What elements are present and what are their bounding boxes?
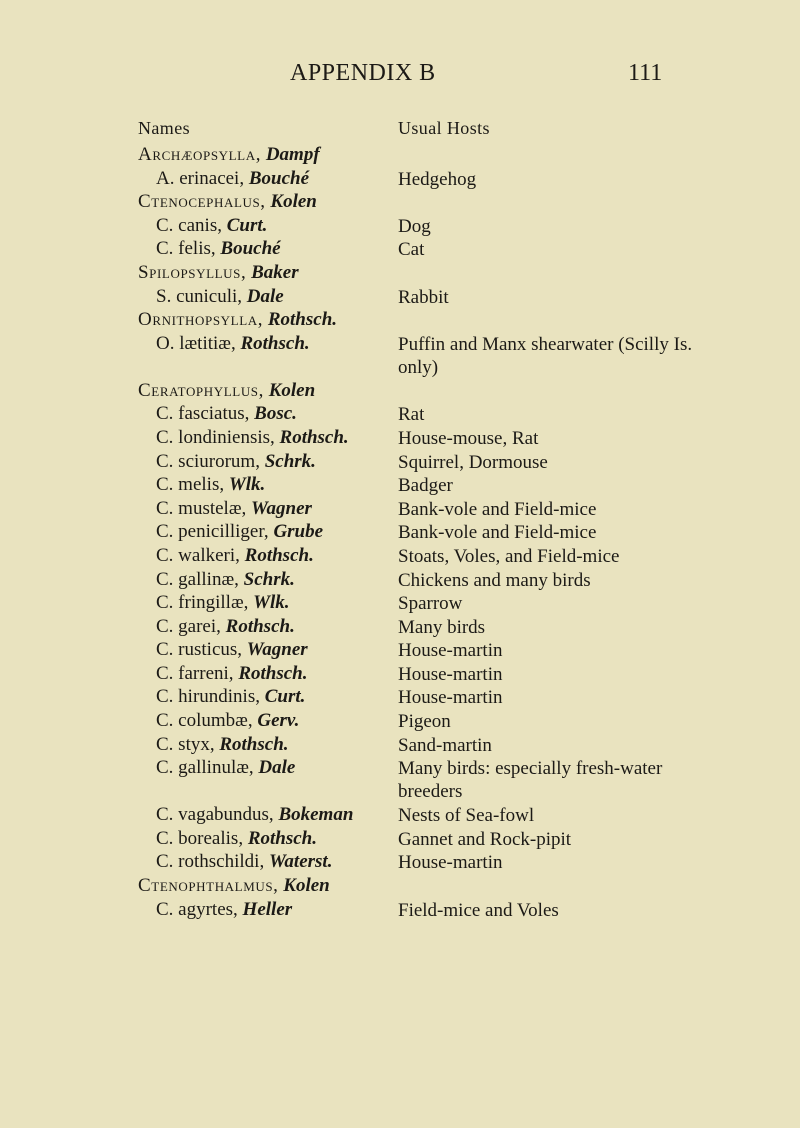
author-name: Curt. <box>264 686 306 708</box>
author-name: Kolen <box>283 875 330 897</box>
author-name: Rothsch. <box>244 544 314 566</box>
usual-host-cell: Gannet and Rock-pipit <box>398 828 572 850</box>
usual-host-cell: Stoats, Voles, and Field-mice <box>398 545 620 567</box>
author-name: Wlk. <box>228 474 266 496</box>
author-name: Wlk. <box>253 592 290 614</box>
genus-name: Archæopsylla, <box>138 144 262 165</box>
page-number: 111 <box>628 60 663 86</box>
usual-host-cell: Bank-vole and Field-mice <box>398 522 597 544</box>
species-name-cell <box>156 592 406 614</box>
species-name: C. melis, <box>156 474 225 496</box>
species-name: C. borealis, <box>156 827 244 849</box>
species-row <box>0 686 800 710</box>
species-name: C. mustelæ, <box>156 497 247 519</box>
species-row <box>0 521 800 545</box>
species-name: C. vagabundus, <box>156 804 274 826</box>
species-name-cell <box>156 569 406 591</box>
usual-host-cell: House-martin <box>398 640 503 662</box>
species-name-cell <box>156 757 406 779</box>
usual-host-cell: Hedgehog <box>398 168 477 190</box>
author-name: Wagner <box>251 497 312 519</box>
species-name: O. lætitiæ, <box>156 332 236 354</box>
species-name: C. rusticus, <box>156 639 243 661</box>
author-name: Waterst. <box>268 851 333 873</box>
author-name: Dale <box>246 285 284 307</box>
genus-row <box>0 875 800 899</box>
usual-host-cell: Sparrow <box>398 593 463 615</box>
species-row <box>0 498 800 522</box>
species-row <box>0 238 800 262</box>
species-row <box>0 592 800 616</box>
species-name: C. penicilliger, <box>156 521 269 543</box>
species-name: C. gallinulæ, <box>156 757 254 779</box>
usual-host-cell: House-martin <box>398 687 503 709</box>
species-name: C. felis, <box>156 238 216 260</box>
genus-name: Spilopsyllus, <box>138 261 247 283</box>
author-name: Bouché <box>220 238 281 260</box>
usual-host-cell: Field-mice and Voles <box>398 899 559 921</box>
species-name-cell <box>156 286 406 308</box>
species-row <box>0 663 800 687</box>
usual-host-cell: Many birds: especially fresh-water breeders <box>398 758 663 803</box>
usual-host-cell: House-martin <box>398 852 503 874</box>
species-row <box>0 710 800 734</box>
species-name-cell <box>156 899 406 921</box>
species-name: C. sciurorum, <box>156 450 260 472</box>
species-row <box>0 286 800 310</box>
species-name-cell <box>156 427 406 449</box>
author-name: Gerv. <box>257 710 300 732</box>
genus-name: Ctenophthalmus, <box>138 875 279 897</box>
genus-row <box>0 262 800 286</box>
author-name: Rothsch. <box>267 309 338 331</box>
genus-row <box>0 191 800 215</box>
species-row <box>0 569 800 593</box>
usual-host-cell: Chickens and many birds <box>398 569 591 591</box>
species-name-cell <box>156 663 406 685</box>
usual-host-cell: Dog <box>398 215 431 237</box>
species-name: C. fasciatus, <box>156 403 250 425</box>
genus-row <box>0 380 800 404</box>
species-name-cell <box>156 639 406 661</box>
species-name-cell <box>156 403 406 425</box>
usual-host-cell: Bank-vole and Field-mice <box>398 498 597 520</box>
author-name: Schrk. <box>264 450 316 472</box>
flea-host-table <box>0 144 800 922</box>
species-row <box>0 427 800 451</box>
usual-host-cell: House-mouse, Rat <box>398 427 539 449</box>
author-name: Bouché <box>248 167 310 189</box>
page-header <box>0 60 800 92</box>
species-row <box>0 757 800 804</box>
usual-host-cell: Rabbit <box>398 286 449 308</box>
species-name: C. farreni, <box>156 662 234 684</box>
genus-name-cell <box>138 875 388 897</box>
author-name: Curt. <box>226 214 268 236</box>
genus-row <box>0 309 800 333</box>
species-name: C. gallinæ, <box>156 568 239 590</box>
species-name-cell <box>156 168 406 190</box>
species-name: C. columbæ, <box>156 710 253 732</box>
species-row <box>0 899 800 923</box>
species-name-cell <box>156 734 406 756</box>
author-name: Rothsch. <box>240 332 310 354</box>
species-name-cell <box>156 616 406 638</box>
species-name: C. hirundinis, <box>156 686 260 708</box>
genus-name-cell <box>138 262 388 284</box>
author-name: Rothsch. <box>238 662 308 684</box>
genus-row <box>0 144 800 168</box>
author-name: Kolen <box>268 379 316 401</box>
species-row <box>0 545 800 569</box>
author-name: Heller <box>242 898 293 920</box>
species-name: S. cuniculi, <box>156 285 243 307</box>
usual-host-cell: Many birds <box>398 616 486 638</box>
species-row <box>0 851 800 875</box>
author-name: Schrk. <box>243 568 295 590</box>
species-name: C. garei, <box>156 615 221 637</box>
author-name: Wagner <box>246 639 308 661</box>
species-name: A. erinacei, <box>156 167 245 189</box>
species-row <box>0 168 800 192</box>
running-title: APPENDIX B <box>290 60 436 86</box>
genus-name-cell <box>138 191 388 213</box>
species-row <box>0 639 800 663</box>
species-name: C. canis, <box>156 214 222 236</box>
genus-name: Ceratophyllus, <box>138 379 264 401</box>
species-row <box>0 616 800 640</box>
usual-host-cell: Pigeon <box>398 711 451 733</box>
species-name-cell <box>156 474 406 496</box>
species-name-cell <box>156 851 406 873</box>
author-name: Dale <box>258 757 296 779</box>
genus-name-cell <box>138 309 388 331</box>
author-name: Grube <box>273 521 324 543</box>
species-name-cell <box>156 238 406 260</box>
species-name-cell <box>156 545 406 567</box>
column-heading-hosts: Usual Hosts <box>398 118 490 138</box>
column-heading-names: Names <box>138 118 190 138</box>
genus-name-cell <box>138 144 388 166</box>
genus-name: Ctenocephalus, <box>138 191 266 213</box>
species-name-cell <box>156 521 406 543</box>
usual-host-cell: Rat <box>398 404 425 426</box>
species-name-cell <box>156 215 406 237</box>
author-name: Baker <box>251 261 299 283</box>
species-row <box>0 403 800 427</box>
author-name: Rothsch. <box>247 827 317 849</box>
author-name: Kolen <box>270 191 317 213</box>
genus-name: Ornithopsylla, <box>138 309 264 331</box>
usual-host-cell: Puffin and Manx shearwater (Scilly Is. only) <box>398 333 693 378</box>
species-row <box>0 333 800 380</box>
author-name: Rothsch. <box>219 733 289 755</box>
usual-host-cell: Sand-martin <box>398 734 492 756</box>
species-row <box>0 828 800 852</box>
species-row <box>0 734 800 758</box>
author-name: Rothsch. <box>225 615 295 637</box>
usual-host-cell: House-martin <box>398 663 503 685</box>
species-row <box>0 451 800 475</box>
species-name-cell <box>156 498 406 520</box>
species-name: C. agyrtes, <box>156 898 238 920</box>
species-name: C. walkeri, <box>156 544 240 566</box>
species-name-cell <box>156 804 406 826</box>
species-name-cell <box>156 451 406 473</box>
species-name: C. rothschildi, <box>156 851 265 873</box>
species-name-cell <box>156 333 406 355</box>
usual-host-cell: Nests of Sea-fowl <box>398 805 535 827</box>
species-row <box>0 804 800 828</box>
species-row <box>0 215 800 239</box>
species-name: C. fringillæ, <box>156 592 249 614</box>
species-row <box>0 474 800 498</box>
author-name: Bokeman <box>278 804 354 826</box>
species-name: C. londiniensis, <box>156 426 275 448</box>
author-name: Rothsch. <box>279 426 349 448</box>
species-name-cell <box>156 710 406 732</box>
usual-host-cell: Squirrel, Dormouse <box>398 451 548 473</box>
usual-host-cell: Badger <box>398 475 453 497</box>
genus-name-cell <box>138 380 388 402</box>
usual-host-cell: Cat <box>398 239 425 261</box>
author-name: Bosc. <box>254 403 297 425</box>
species-name-cell <box>156 828 406 850</box>
species-name: C. styx, <box>156 733 215 755</box>
species-name-cell <box>156 686 406 708</box>
author-name: Dampf <box>265 144 320 165</box>
